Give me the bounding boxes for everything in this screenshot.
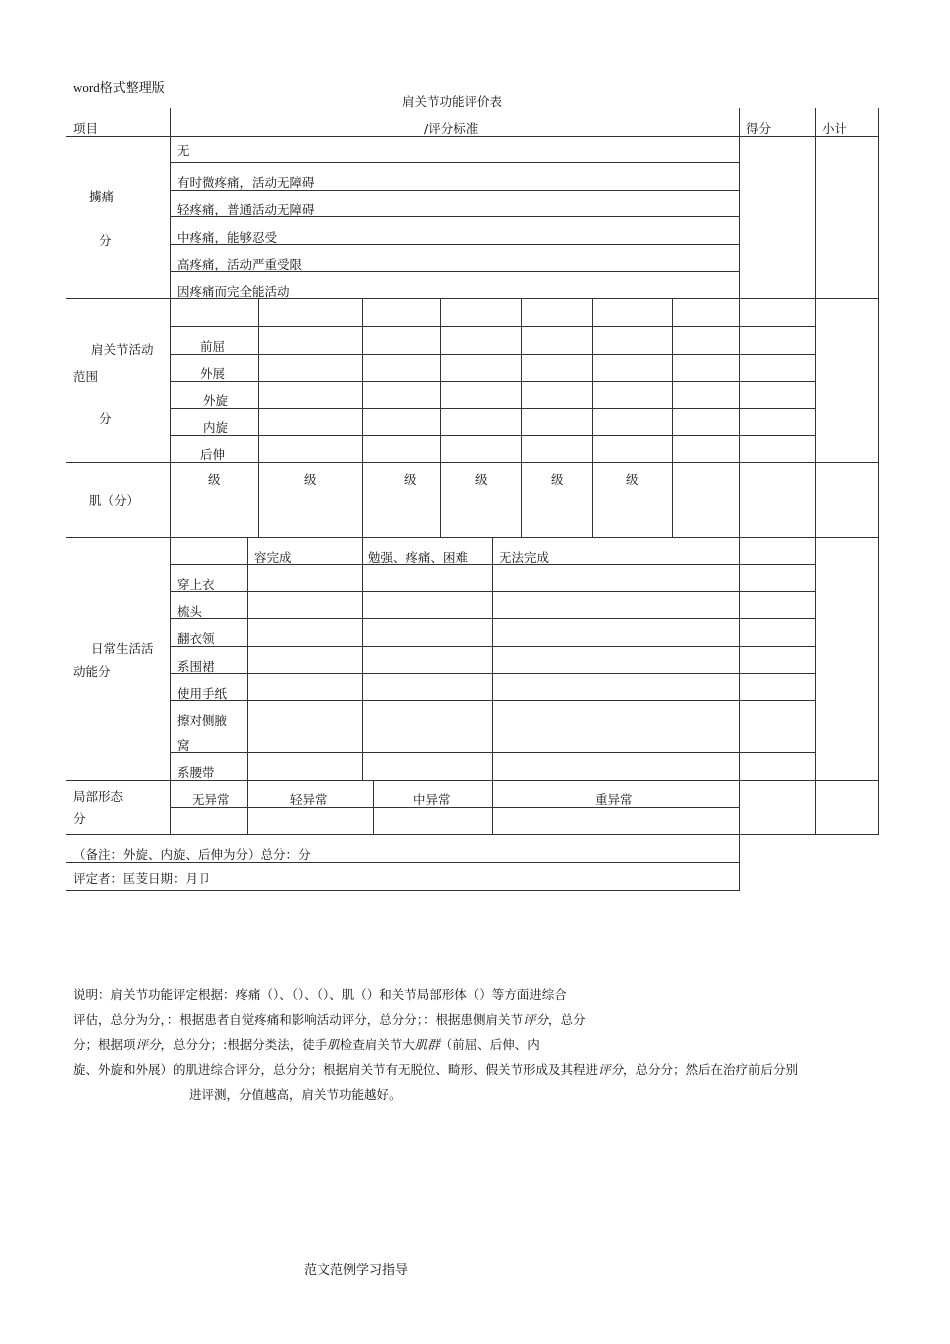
- rule-adl-c2: [362, 537, 363, 780]
- adl-label-line1: 日常生活活: [91, 641, 154, 656]
- rule-rom-c1: [258, 298, 259, 537]
- pain-level: 高疼痛，活动严重受限: [177, 257, 303, 272]
- pain-level: 无: [177, 143, 190, 158]
- local-level: 无异常: [192, 792, 230, 807]
- rule-adl-c3: [492, 564, 493, 780]
- evaluator-line: 评定者：匡芰日期：月卩: [73, 871, 211, 886]
- rule-rom-c5: [592, 298, 593, 537]
- explanation-line-4: 旋、外旋和外展）的肌进综合评分，总分分；根据肩关节有无脱位、畸形、假关节形成及其程进评分，总分分；然后在治疗前后分别: [73, 1062, 799, 1077]
- pain-level: 轻疼痛，普通活动无障碍: [177, 202, 315, 217]
- adl-activity: 穿上衣: [177, 577, 215, 592]
- rule-subtotal-col: [815, 108, 816, 835]
- pain-unit: 分: [99, 233, 112, 248]
- adl-label-line2: 动能分: [73, 664, 111, 679]
- rule-local-bottom: [66, 834, 879, 835]
- explanation-line-2: 评估，总分为分，：根据患者自觉疼痛和影响活动评分，总分分；：根据患侧肩关节评分，总分: [73, 1012, 586, 1027]
- rule-rom-5: [170, 435, 815, 436]
- rule-adl-c1: [247, 537, 248, 780]
- adl-activity: 窝: [177, 738, 190, 753]
- rule-rom-bottom: [66, 462, 879, 463]
- rule-local-c3: [492, 780, 493, 834]
- header-note: word格式整理版: [73, 80, 165, 95]
- rule-adl-c3-head: [492, 537, 493, 564]
- rule-rom-4: [170, 408, 815, 409]
- col-item-header: 项目: [73, 121, 99, 136]
- rule-score-col: [739, 108, 740, 891]
- rule-right-edge: [878, 108, 879, 835]
- col-subtotal-header: 小计: [822, 121, 848, 136]
- rule-rom-c2: [362, 298, 363, 537]
- rule-muscle-bottom: [66, 537, 879, 538]
- rom-label-line1: 肩关节活动: [91, 342, 154, 357]
- muscle-grade: 级: [404, 472, 417, 487]
- local-level: 重异常: [595, 792, 633, 807]
- col-score-header: 得分: [746, 121, 772, 136]
- adl-activity: 翻衣领: [177, 631, 215, 646]
- rule-rom-c6: [672, 298, 673, 537]
- explanation-line-1: 说明：肩关节功能评定根据：疼痛（）、（）、（）、肌（）和关节局部形体（）等方面进综合: [73, 987, 567, 1002]
- rule-pain-1: [170, 162, 739, 163]
- page-title: 肩关节功能评价表: [402, 94, 503, 109]
- local-label-line1: 局部形态: [73, 789, 124, 804]
- muscle-label: 肌（分）: [89, 493, 140, 508]
- rom-movement: 后伸: [200, 447, 226, 462]
- adl-activity: 梳头: [177, 604, 203, 619]
- rule-item-col: [170, 108, 171, 835]
- local-label-line2: 分: [73, 811, 86, 826]
- rule-remark-bottom: [66, 862, 739, 863]
- adl-activity: 系围裙: [177, 659, 215, 674]
- pain-level: 有时微疼痛，活动无障碍: [177, 175, 315, 190]
- rule-rom-c4: [521, 298, 522, 537]
- explanation-line-3: 分；根据项评分，总分分；:根据分类法，徒手肌检查肩关节大肌群（前屈、后伸、内: [73, 1037, 540, 1052]
- muscle-grade: 级: [475, 472, 488, 487]
- page-footer: 范文范例学习指导: [304, 1262, 409, 1277]
- rule-pain-2: [170, 190, 739, 191]
- rule-rom-3: [170, 381, 815, 382]
- pain-level: 因疼痛而完全能活动: [177, 284, 290, 299]
- muscle-grade: 级: [208, 472, 221, 487]
- rule-adl-bottom: [66, 780, 879, 781]
- rom-label-line2: 范围: [73, 369, 99, 384]
- explanation-line-5: 进评测，分值越高，肩关节功能越好。: [189, 1087, 402, 1102]
- rom-movement: 前屈: [200, 339, 226, 354]
- rule-local-c1: [247, 780, 248, 834]
- rule-header-bottom: [66, 136, 879, 137]
- rom-movement: 内旋: [203, 420, 229, 435]
- pain-label: 擄痛: [89, 189, 115, 204]
- rom-unit: 分: [99, 411, 112, 426]
- adl-header: 勉强、疼痛、困难: [368, 550, 469, 565]
- adl-activity: 系腰带: [177, 765, 215, 780]
- rule-local-c2: [373, 780, 374, 834]
- rule-local-1: [170, 807, 739, 808]
- rule-rom-2: [170, 354, 815, 355]
- local-level: 轻异常: [290, 792, 328, 807]
- adl-header: 无法完成: [499, 550, 550, 565]
- rule-table-bottom: [66, 890, 739, 891]
- col-criteria-header: /评分标准: [424, 121, 479, 136]
- rom-movement: 外展: [200, 366, 226, 381]
- adl-header: 容完成: [254, 550, 292, 565]
- adl-activity: 使用手纸: [177, 686, 228, 701]
- rom-movement: 外旋: [203, 393, 229, 408]
- local-level: 中异常: [413, 792, 451, 807]
- rule-rom-1: [170, 326, 815, 327]
- pain-level: 中疼痛，能够忍受: [177, 230, 278, 245]
- muscle-grade: 级: [551, 472, 564, 487]
- muscle-grade: 级: [304, 472, 317, 487]
- rule-rom-c3: [440, 298, 441, 537]
- adl-activity: 擦对侧腋: [177, 713, 228, 728]
- remark-line: （备注：外旋、内旋、后伸为分）总分：分: [73, 847, 311, 862]
- muscle-grade: 级: [626, 472, 639, 487]
